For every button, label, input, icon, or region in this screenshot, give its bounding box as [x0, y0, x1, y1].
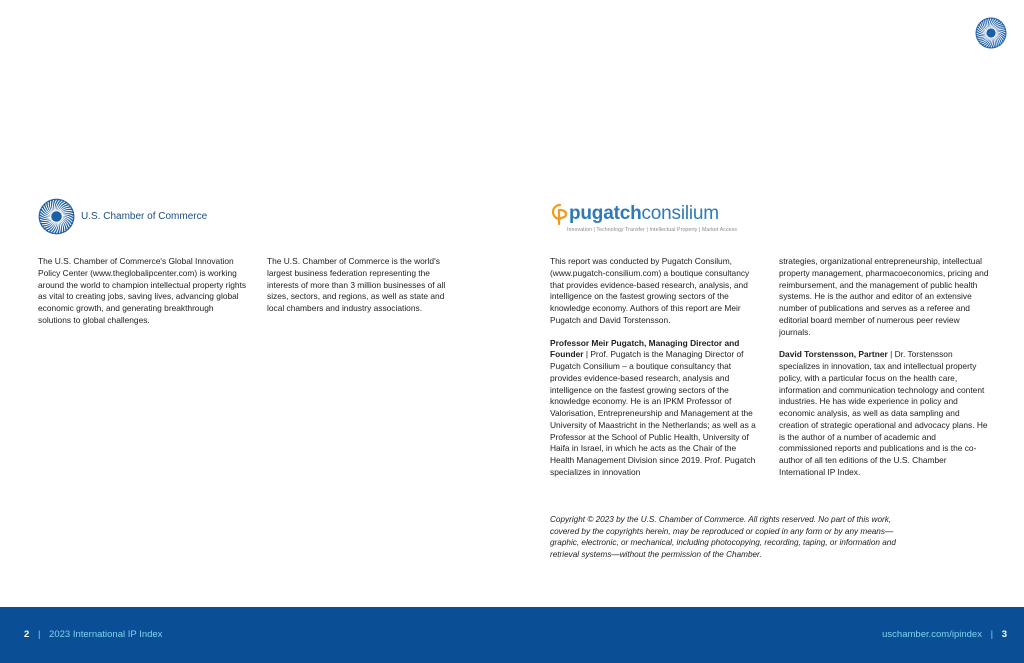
pugatch-word-part1: pugatch	[569, 203, 642, 224]
report-intro-paragraph: This report was conducted by Pugatch Consilum, (www.pugatch-consilium.com) a boutique consultancy that provides evidence-based research, analysis, and intelligence on the fastest growing sectors of the knowledge economy. Authors of this report are Meir Pugatch and David Torstensson.	[550, 256, 750, 325]
seal-svg-left	[38, 198, 75, 235]
chamber-seal-icon	[38, 198, 75, 235]
pugatch-logo	[548, 201, 737, 233]
pugatch-bio-paragraph	[550, 338, 762, 479]
pugatch-wordmark	[569, 203, 719, 225]
seal-svg-top	[975, 17, 1007, 49]
torstensson-bio-heading: David Torstensson, Partner	[779, 349, 888, 360]
left-page-number: 2	[24, 629, 30, 640]
pugatch-tagline: Innovation | Technology Transfer | Intellectual Property | Market Access	[567, 227, 738, 233]
chamber-description	[267, 256, 462, 315]
footer-right	[882, 629, 1007, 640]
copyright-notice: Copyright © 2023 by the U.S. Chamber of Commerce. All rights reserved. No part of this work, covered by the copyrights herein, may be reproduced or copied in any form or by any means—graphic, electronic, or mechanical, including photocopying, recording, taping, or information and retrieval systems—without the permission of the Chamber.	[550, 515, 896, 559]
report-authors-column-2	[779, 256, 991, 479]
torstensson-bio-text: | Dr. Torstensson specializes in innovation, tax and intellectual property policy, with a particular focus on the health care, information and communication technology and content industries. He has wide experience in policy and economic analysis, as well as data sampling and creation of strategic operational and advocacy plans. He is the author of a number of academic and commissioned reports and publications and is the co-author of all ten editions of the U.S. Chamber International IP Index.	[779, 349, 988, 477]
torstensson-bio-paragraph	[779, 349, 991, 478]
pugatch-cp-icon	[548, 201, 568, 225]
pugatch-bio-text: | Prof. Pugatch is the Managing Director of Pugatch Consilium – a boutique consultancy that provides evidence-based research, analysis and intelligence on the fastest growing sectors of the knowledge economy. He is an IPKM Professor of Valorisation, Entrepreneurship and Management at the University of Maastricht in the Netherlands; as well as a Professor at the School of Public Health, University of Haifa in Israel, in which he acts as the Chair of the Health Management Division since 2019. Prof. Pugatch specializes in innovation	[550, 349, 756, 477]
footer-url-link[interactable]: uschamber.com/ipindex	[882, 629, 982, 640]
right-page-number: 3	[1001, 629, 1007, 640]
footer-left	[24, 629, 162, 640]
pugatch-word-part2: consilium	[641, 203, 719, 224]
footer-separator-right: |	[990, 629, 994, 640]
chamber-paragraph: The U.S. Chamber of Commerce is the world's largest business federation representing the interests of more than 3 million businesses of all sizes, sectors, and regions, as well as state and local chambers and industry associations.	[267, 256, 446, 313]
footer-separator-left: |	[37, 629, 41, 640]
report-authors-column-1	[550, 256, 762, 479]
gipc-paragraph: The U.S. Chamber of Commerce's Global Innovation Policy Center (www.theglobalipcenter.com) is working around the world to champion intellectual property rights as vital to creating jobs, saving lives, advancing global economic growth, and generating breakthrough solutions to global challenges.	[38, 256, 247, 325]
pugatch-bio-continued: strategies, organizational entrepreneurship, intellectual property management, pharmacoeconomics, pricing and reimbursement, and the management of public health systems. He is the author and editor of an extensive number of publications and serves as a referee and editorial board member of numerous peer review journals.	[779, 256, 989, 337]
gipc-description	[38, 256, 248, 327]
pugatch-bio-heading: Professor Meir Pugatch, Managing Director and Founder	[550, 337, 740, 360]
footer-report-title: 2023 International IP Index	[49, 629, 163, 640]
chamber-org-name: U.S. Chamber of Commerce	[81, 211, 208, 222]
chamber-seal-icon	[975, 17, 1007, 49]
